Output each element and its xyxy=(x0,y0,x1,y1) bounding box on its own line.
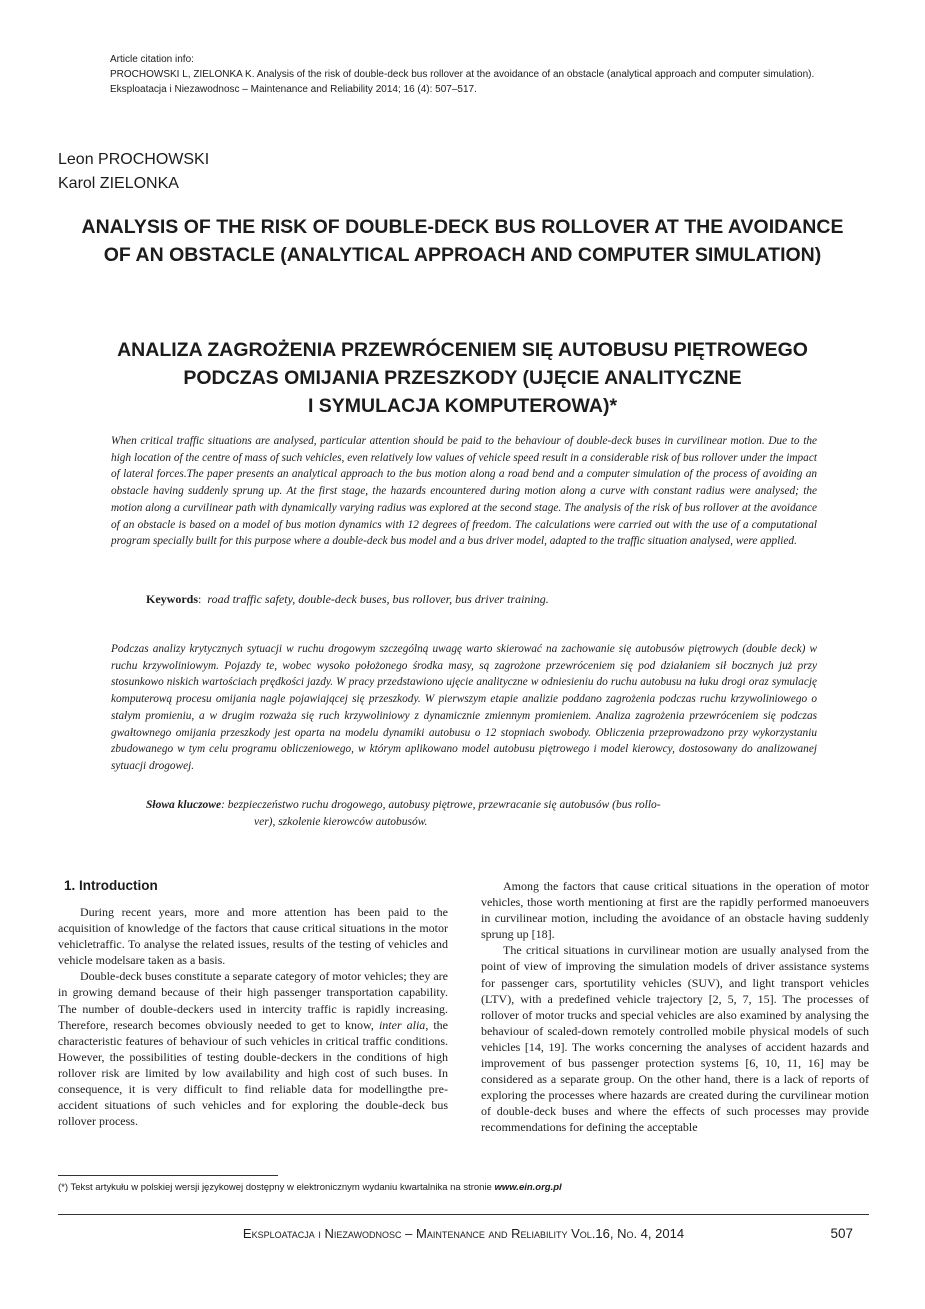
article-citation xyxy=(110,52,830,97)
keywords-pl-label: Słowa kluczowe xyxy=(146,799,222,811)
paragraph xyxy=(58,968,448,1129)
title-en-line-1: ANALYSIS OF THE RISK OF DOUBLE-DECK BUS ROLLOVER AT THE AVOIDANCE xyxy=(81,216,844,238)
italic-phrase: inter alia xyxy=(378,1017,426,1032)
title-pl-line-2: PODCZAS OMIJANIA PRZESZKODY (UJĘCIE ANALITYCZNE xyxy=(183,367,742,389)
keywords-pl-continuation: ver), szkolenie kierowców autobusów. xyxy=(254,815,428,828)
left-column xyxy=(58,878,448,1129)
footnote-text: (*) Tekst artykułu w polskiej wersji językowej dostępny w elektronicznym wydaniu kwartalnika na stronie xyxy=(58,1182,495,1193)
authors xyxy=(58,148,209,196)
abstract-english: When critical traffic situations are analysed, particular attention should be paid to the behaviour of double-deck buses in curvilinear motion. Due to the high location of the centre of mass of such vehicles, even relatively low values of vehicle speed result in a considerable risk of bus rollover under the impact of lateral forces.The paper presents an analytical approach to the bus motion along a road bend and a computer simulation of the process of avoiding an obstacle having suddenly sprung up. At the first stage, the hazards encountered during motion along a curve with constant radius were analysed; the motion along a curvilinear path with dynamically varying radius was explored at the second stage. The analysis of the risk of bus rollover at the avoidance of an obstacle is based on a model of bus motion dynamics with 12 degrees of freedom. The calculations were carried out with the use of a computational program specially built for this purpose where a double-deck bus model and a bus driver model, adapted to the traffic situation analysed, were applied. xyxy=(111,435,817,548)
section-heading-introduction: 1. Introduction xyxy=(64,878,158,893)
keywords-label: Keywords xyxy=(146,592,198,606)
footer-journal-name: Eksploatacja i Niezawodnosc – Maintenance and Reliability Vol.16, No. 4, 2014 xyxy=(242,1226,685,1241)
paragraph-text: Double-deck buses constitute a separate category of motor vehicles; they are in growing demand because of their high passenger transportation capability. The number of double-deckers used in intercity traffic is rapidly increasing. Therefore, research becomes obviously needed to get to know, xyxy=(58,969,448,1032)
title-pl-line-3: I SYMULACJA KOMPUTEROWA)* xyxy=(307,395,618,417)
title-pl-line-1: ANALIZA ZAGROŻENIA PRZEWRÓCENIEM SIĘ AUTOBUSU PIĘTROWEGO xyxy=(117,339,808,361)
keywords-text: road traffic safety, double-deck buses, bus rollover, bus driver training. xyxy=(207,592,549,606)
footnote-link[interactable]: www.ein.org.pl xyxy=(494,1182,562,1193)
citation-label: Article citation info: xyxy=(110,54,194,65)
footnote-divider xyxy=(58,1175,278,1176)
keywords-pl-text: : bezpieczeństwo ruchu drogowego, autobusy piętrowe, przewracanie się autobusów (bus rollo- xyxy=(221,799,661,811)
author-1: Leon PROCHOWSKI xyxy=(58,151,210,168)
footer-divider xyxy=(58,1214,869,1215)
paragraph: Among the factors that cause critical situations in the operation of motor vehicles, those worth mentioning at first are the rapidly performed manoeuvers in curvilinear motion, including the avoidance of an obstacle having suddenly sprung up [18]. xyxy=(481,879,869,942)
title-english xyxy=(40,213,885,269)
footnote xyxy=(58,1181,562,1195)
author-2: Karol ZIELONKA xyxy=(58,175,179,192)
paragraph: During recent years, more and more attention has been paid to the acquisition of knowledge of the factors that cause critical situations in the motor vehicletraffic. To analyse the related issues, results of the testing of vehicles and vehicle modelsare taken as a basis. xyxy=(58,905,448,968)
paragraph: The critical situations in curvilinear motion are usually analysed from the point of view of improving the simulation models of driver assistance systems for passenger cars, sportutility vehicles (SUV), and light transport vehicles (LTV), with a predefined vehicle trajectory [2, 5, 7, 15]. The processes of rollover of motor trucks and special vehicles are also examined by analysing the behaviour of scaled-down remotely controlled mobile physical models of such vehicles [14, 19]. The works concerning the analyses of accident hazards and improvement of bus passenger protection systems [6, 10, 11, 16] may be considered as a separate group. On the other hand, there is a lack of reports of exploring the processes where hazards are created during the curvilinear motion of double-deck buses and where the effects of such processes may provide recommendations for defining the acceptable xyxy=(481,943,869,1135)
keywords-english: Keywords: road traffic safety, double-deck buses, bus rollover, bus driver training. xyxy=(146,592,549,606)
paragraph-text: , the characteristic features of behaviour of such vehicles in critical traffic conditions. However, the possibilities of testing double-deckers in the conditions of high rollover risk are limited by low availability and high cost of such buses. In consequence, it is very difficult to find reliable data for modellingthe pre-accident situations of such vehicles and for exploring the double-deck bus rollover process. xyxy=(58,1017,448,1129)
keywords-polish xyxy=(146,797,786,830)
title-polish xyxy=(40,336,885,420)
page-number: 507 xyxy=(830,1226,853,1241)
abstract-polish: Podczas analizy krytycznych sytuacji w ruchu drogowym szczególną uwagę warto skierować na zachowanie się autobusów piętrowych (double deck) w ruchu krzywoliniowym. Pojazdy te, wobec wysoko położonego środka masy, są zagrożone przewróceniem się pod działaniem sił bocznych już przy stosunkowo niskich wartościach prędkości jazdy. W pracy przedstawiono ujęcie analityczne w odniesieniu do ruchu autobusu na łuku drogi oraz symulację komputerową procesu omijania nagle pojawiającej się przeszkody. W pierwszym etapie analizie poddano zagrożenia podczas ruchu krzywoliniowego o stałym promieniu, a w drugim rozważa się ruch krzywoliniowy z dynamicznie zmiennym promieniem. Analiza zagrożenia przewróceniem się podczas gwałtownego omijania przeszkody jest oparta na modelu dynamiki autobusu o 12 stopniach swobody. Obliczenia przeprowadzono przy wykorzystaniu zbudowanego w tym celu programu obliczeniowego, w którym aplikowano model autobusu piętrowego i model kierowcy, dostosowany do analizowanej sytuacji drogowej. xyxy=(111,643,817,772)
citation-text: PROCHOWSKI L, ZIELONKA K. Analysis of the risk of double-deck bus rollover at the avoidance of an obstacle (analytical approach and computer simulation). Eksploatacja i Niezawodnosc – Maintenance and Reliability 2014; 16 (4): 507–517. xyxy=(110,69,815,95)
title-en-line-2: OF AN OBSTACLE (ANALYTICAL APPROACH AND COMPUTER SIMULATION) xyxy=(103,244,822,266)
right-column xyxy=(481,878,869,1136)
